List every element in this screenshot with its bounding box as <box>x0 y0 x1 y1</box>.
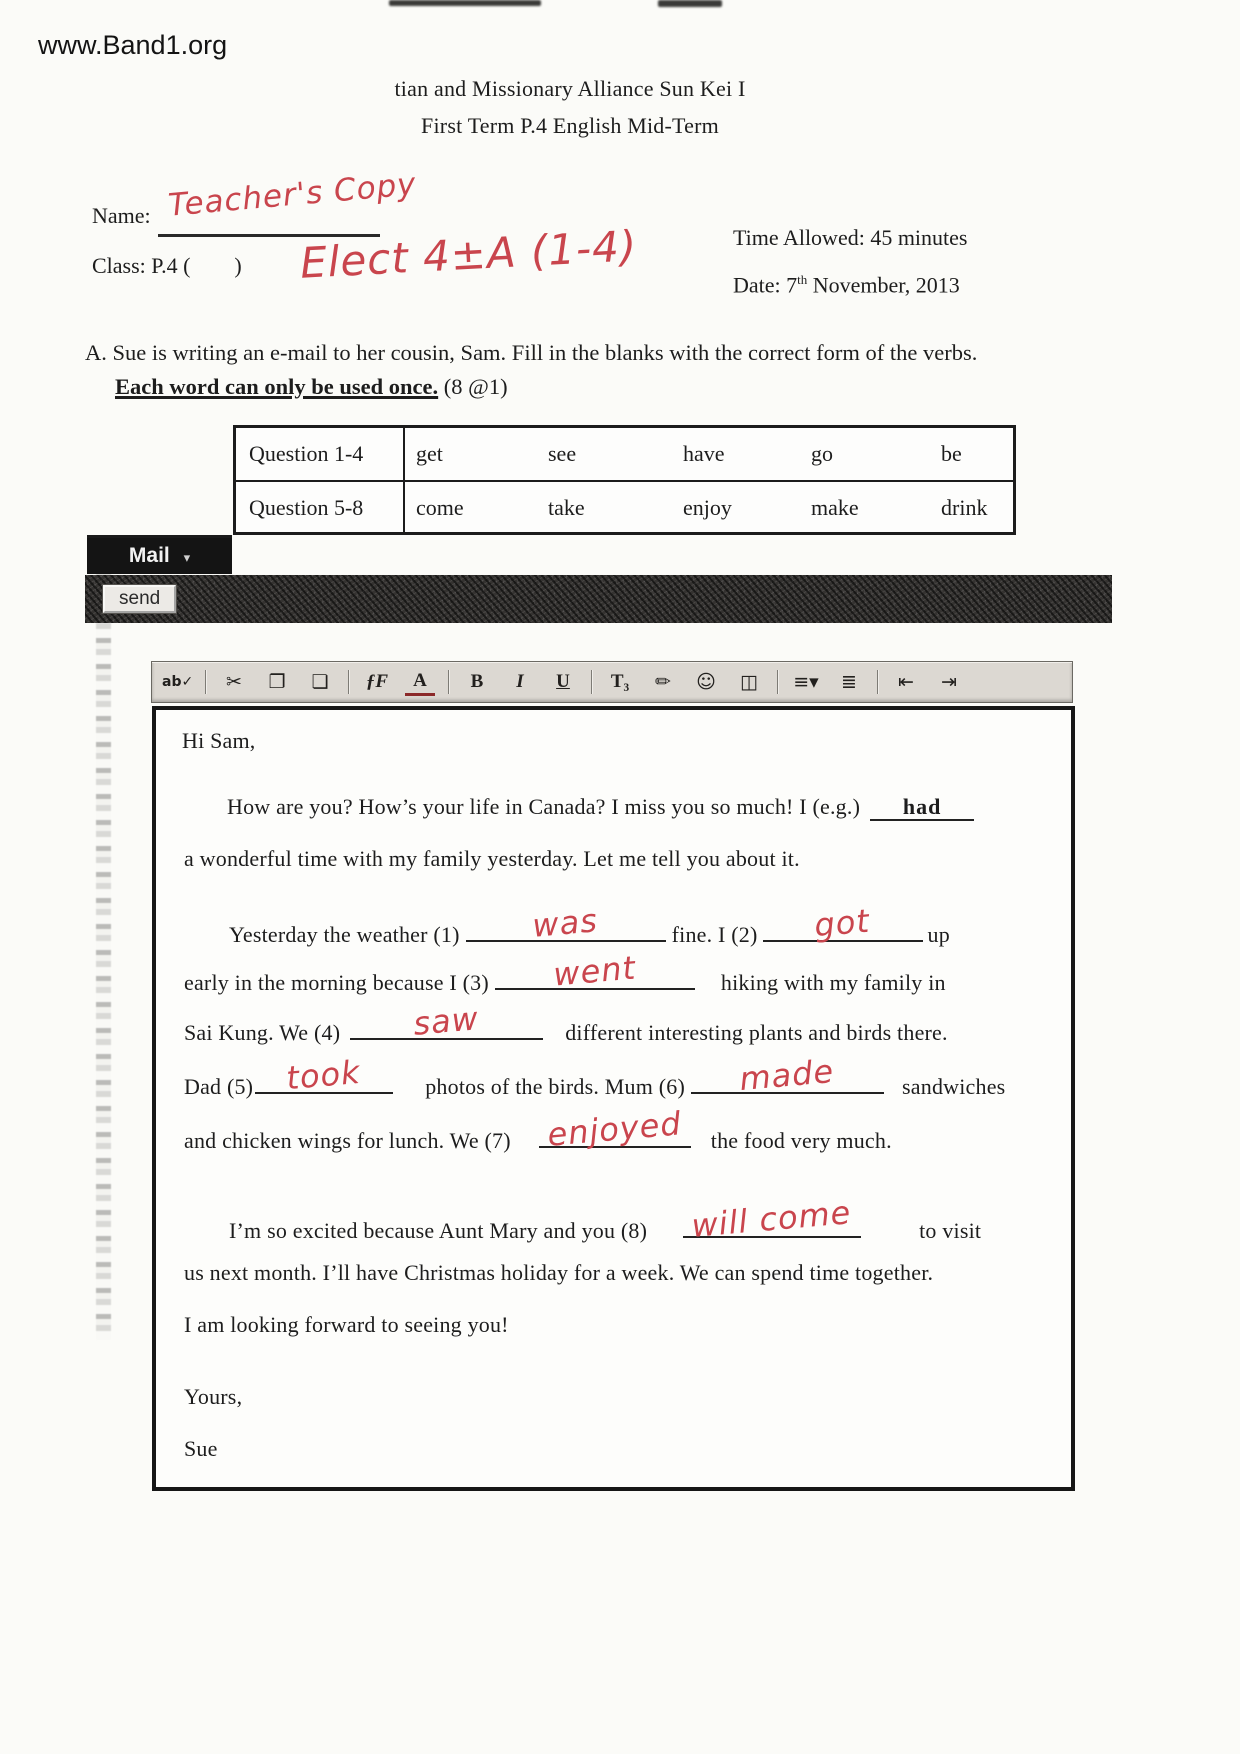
insert-image-icon[interactable]: ◫ <box>740 671 758 693</box>
italic-icon[interactable]: I <box>516 671 524 692</box>
name-handwritten: Teacher's Copy <box>166 166 418 224</box>
email-text: sandwiches <box>902 1074 1006 1099</box>
align-icon[interactable]: ≡▾ <box>793 671 819 693</box>
section-a-instruction-2 <box>115 374 508 400</box>
word-bank-word: take <box>548 495 585 520</box>
smiley-icon[interactable]: ☺ <box>696 671 716 693</box>
email-line: a wonderful time with my family yesterday. Let me tell you about it. <box>184 846 800 871</box>
exam-title: First Term P.4 English Mid-Term <box>421 113 719 138</box>
date-superscript: th <box>797 272 808 287</box>
toolbar-separator <box>205 670 206 694</box>
toolbar-separator <box>777 670 778 694</box>
email-text: hiking with my family in <box>720 970 946 995</box>
numbered-list-icon[interactable]: ≣ <box>841 671 857 693</box>
email-text: photos of the birds. Mum (6) <box>425 1074 686 1099</box>
email-text: Sai Kung. We (4) <box>184 1020 341 1045</box>
example-blank <box>870 794 974 821</box>
answer-7-handwritten: enjoyed <box>545 1104 683 1154</box>
answer-6-handwritten: made <box>737 1051 836 1099</box>
email-line <box>184 948 946 996</box>
email-text: How are you? How’s your life in Canada? I miss you so much! I (e.g.) <box>227 794 861 819</box>
scan-artifact <box>389 0 541 6</box>
date-suffix: November, 2013 <box>807 272 960 298</box>
table-row <box>236 428 1013 480</box>
email-text: up <box>927 922 950 947</box>
word-bank-table <box>233 425 1016 535</box>
word-bank-word: get <box>416 441 443 466</box>
email-greeting: Hi Sam, <box>182 728 256 753</box>
word-bank-word: have <box>683 441 725 466</box>
word-bank-word: see <box>548 441 577 466</box>
email-text: fine. I (2) <box>671 922 758 947</box>
spellcheck-icon[interactable]: ab✓ <box>162 674 194 690</box>
email-line: us next month. I’ll have Christmas holiday for a week. We can spend time together. <box>184 1260 934 1285</box>
email-line <box>184 1104 892 1154</box>
word-bank-word: drink <box>941 495 988 520</box>
font-icon[interactable]: ƒF <box>365 671 389 692</box>
email-text: early in the morning because I (3) <box>184 970 489 995</box>
email-text: Yesterday the weather (1) <box>229 922 460 947</box>
section-a-instruction: A. Sue is writing an e-mail to her cousin, Sam. Fill in the blanks with the correct form of the verbs. <box>85 340 978 365</box>
answer-8-handwritten: will come <box>690 1193 853 1245</box>
row-label: Question 5-8 <box>249 495 364 520</box>
mail-tab[interactable] <box>87 538 232 574</box>
email-line <box>184 999 948 1046</box>
mail-tab-label: Mail <box>128 544 170 567</box>
word-bank-word: make <box>811 495 859 520</box>
email-text: Dad (5) <box>184 1074 254 1099</box>
indent-increase-icon[interactable]: ⇥ <box>941 671 957 693</box>
email-line <box>227 794 974 821</box>
blank-4 <box>350 999 543 1043</box>
school-name: tian and Missionary Alliance Sun Kei I <box>394 76 746 101</box>
instruction-underlined: Each word can only be used once. <box>115 374 439 399</box>
toolbar-separator <box>591 670 592 694</box>
chevron-down-icon: ▾ <box>183 550 191 565</box>
email-line <box>184 1051 1006 1100</box>
answer-2-handwritten: got <box>812 901 872 945</box>
email-line: I am looking forward to seeing you! <box>184 1312 509 1337</box>
font-color-icon[interactable]: A <box>405 669 435 696</box>
blank-2 <box>763 901 923 945</box>
word-bank-word: be <box>941 441 962 466</box>
email-line <box>229 901 950 948</box>
underline-icon[interactable]: U <box>556 671 570 692</box>
paste-icon[interactable]: ❏ <box>311 671 329 693</box>
blank-6 <box>691 1051 884 1099</box>
email-text: and chicken wings for lunch. We (7) <box>184 1128 511 1153</box>
formatting-toolbar <box>151 661 1073 703</box>
answer-3-handwritten: went <box>551 948 638 994</box>
blank-1 <box>466 901 666 945</box>
email-body[interactable] <box>152 706 1075 1491</box>
copy-icon[interactable]: ❐ <box>268 671 286 693</box>
email-signature: Sue <box>184 1436 218 1461</box>
email-text: I’m so excited because Aunt Mary and you (8) <box>229 1218 648 1243</box>
blank-8 <box>683 1193 861 1245</box>
toolbar-separator <box>348 670 349 694</box>
bold-icon[interactable]: B <box>470 671 484 692</box>
name-label: Name: <box>92 203 151 228</box>
blank-7 <box>539 1104 691 1154</box>
send-button[interactable]: send <box>103 585 176 613</box>
pencil-icon[interactable]: ✏ <box>655 671 671 693</box>
date-prefix: Date: 7 <box>733 272 798 298</box>
word-bank-word: come <box>416 495 464 520</box>
text-style-icon[interactable]: T₃ <box>610 671 630 692</box>
exam-date <box>733 272 960 298</box>
word-bank-word: go <box>811 441 833 466</box>
table-row <box>236 482 1013 534</box>
example-answer: had <box>902 794 942 819</box>
scan-artifact <box>96 560 111 1340</box>
cut-icon[interactable]: ✂ <box>226 671 242 693</box>
class-label: Class: P.4 ( ) <box>92 253 242 278</box>
email-text: different interesting plants and birds there. <box>565 1020 948 1045</box>
time-allowed: Time Allowed: 45 minutes <box>733 225 968 250</box>
instruction-marks: (8 @1) <box>438 374 508 399</box>
mail-toolbar-bar <box>85 575 1112 623</box>
blank-5 <box>255 1052 393 1098</box>
email-text: to visit <box>919 1218 982 1243</box>
row-label: Question 1-4 <box>249 441 364 466</box>
email-closing: Yours, <box>184 1384 243 1409</box>
class-handwritten: Elect 4±A (1-4) <box>298 221 639 288</box>
toolbar-separator <box>877 670 878 694</box>
indent-decrease-icon[interactable]: ⇤ <box>898 671 914 693</box>
answer-1-handwritten: was <box>530 901 600 945</box>
blank-3 <box>495 948 695 994</box>
watermark: www.Band1.org <box>38 30 228 60</box>
email-line <box>229 1193 982 1245</box>
email-text: the food very much. <box>710 1128 892 1153</box>
answer-4-handwritten: saw <box>411 999 481 1043</box>
word-bank-word: enjoy <box>683 495 732 520</box>
scan-artifact <box>658 0 722 7</box>
answer-5-handwritten: took <box>284 1052 363 1098</box>
toolbar-separator <box>448 670 449 694</box>
